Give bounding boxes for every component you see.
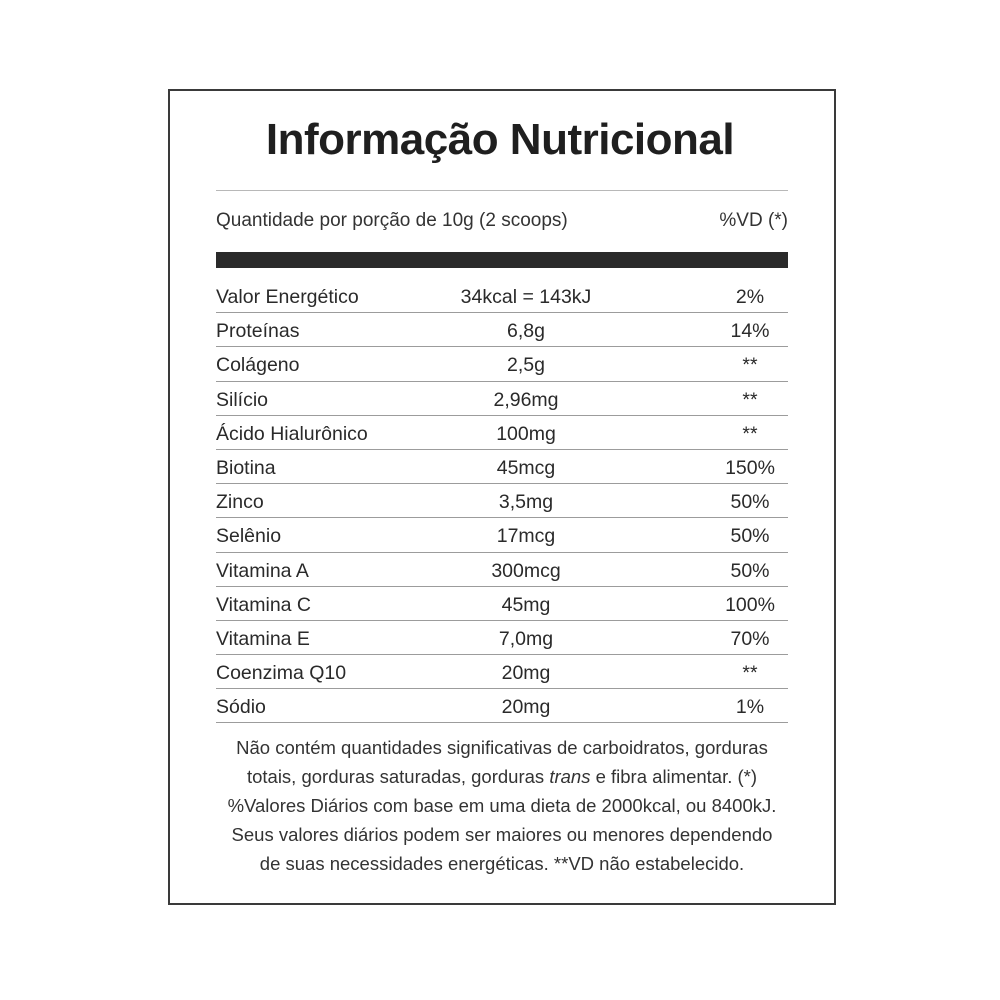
nutrient-vd: ** xyxy=(742,422,758,445)
footnote-trans-italic: trans xyxy=(549,766,591,787)
nutrient-vd: 1% xyxy=(735,696,765,719)
title-divider xyxy=(216,190,788,191)
footnote-line-1: Não contém quantidades significativas de carboidratos, gorduras xyxy=(236,737,768,758)
nutrient-vd: 50% xyxy=(730,559,770,582)
nutrient-row xyxy=(216,587,788,621)
nutrient-vd: 2% xyxy=(735,286,765,308)
nutrient-vd: ** xyxy=(742,388,758,411)
nutrient-row xyxy=(216,313,788,347)
nutrient-row xyxy=(216,518,788,552)
nutrient-row xyxy=(216,347,788,381)
nutrient-vd: 50% xyxy=(730,525,770,548)
footnote-line-2 xyxy=(200,762,804,791)
nutrient-name: Valor Energético xyxy=(216,286,359,308)
serving-size: Quantidade por porção de 10g (2 scoops) xyxy=(216,210,568,231)
nutrient-vd: ** xyxy=(742,662,758,685)
nutrient-name: Proteínas xyxy=(216,320,300,343)
nutrient-name: Sódio xyxy=(216,696,266,719)
nutrient-vd: 14% xyxy=(730,320,770,343)
nutrient-table xyxy=(216,279,788,723)
nutrient-amount: 100mg xyxy=(496,422,556,445)
nutrient-amount: 45mcg xyxy=(496,456,556,479)
nutrient-name: Vitamina E xyxy=(216,627,310,650)
nutrient-vd: ** xyxy=(742,354,758,377)
footnote-line-2-start: totais, gorduras saturadas, gorduras xyxy=(246,766,550,787)
nutrient-name: Zinco xyxy=(216,491,264,514)
nutrient-amount: 2,5g xyxy=(507,354,545,377)
nutrient-row xyxy=(216,655,788,689)
nutrient-amount: 3,5mg xyxy=(498,491,554,514)
nutrient-amount: 2,96mg xyxy=(493,388,559,411)
nutrient-row xyxy=(216,416,788,450)
nutrient-name: Colágeno xyxy=(216,354,300,377)
nutrient-name: Silício xyxy=(216,388,269,411)
nutrient-row xyxy=(216,382,788,416)
nutrient-amount: 20mg xyxy=(501,696,551,719)
nutrient-amount: 45mg xyxy=(501,593,551,616)
nutrient-name: Vitamina C xyxy=(216,593,312,616)
nutrient-vd: 100% xyxy=(725,593,775,616)
footnote-line-2-end: e fibra alimentar. (*) xyxy=(590,766,758,787)
nutrient-row xyxy=(216,553,788,587)
footnote-line-4: Seus valores diários podem ser maiores ou menores dependendo xyxy=(231,824,773,845)
nutrient-row xyxy=(216,450,788,484)
nutrient-vd: 150% xyxy=(725,456,775,479)
nutrient-vd: 50% xyxy=(730,491,770,514)
nutrient-amount: 34kcal = 143kJ xyxy=(460,286,592,308)
nutrient-amount: 20mg xyxy=(501,662,551,685)
label-title: Informação Nutricional xyxy=(265,115,735,164)
nutrient-name: Ácido Hialurônico xyxy=(216,422,368,445)
nutrient-name: Vitamina A xyxy=(216,559,309,582)
nutrient-amount: 7,0mg xyxy=(498,627,554,650)
footnote-line-5: de suas necessidades energéticas. **VD não estabelecido. xyxy=(259,853,745,874)
nutrient-amount: 17mcg xyxy=(496,525,556,548)
nutrient-name: Biotina xyxy=(216,456,276,479)
nutrient-name: Coenzima Q10 xyxy=(216,662,347,685)
nutrient-name: Selênio xyxy=(216,525,282,548)
footnote xyxy=(200,733,804,878)
vd-column-header: %VD (*) xyxy=(719,210,788,231)
nutrient-amount: 300mcg xyxy=(491,559,561,582)
nutrient-row xyxy=(216,689,788,723)
nutrient-row xyxy=(216,279,788,313)
nutrient-row xyxy=(216,621,788,655)
nutrient-vd: 70% xyxy=(730,627,770,650)
nutrient-amount: 6,8g xyxy=(507,320,545,343)
nutrient-row xyxy=(216,484,788,518)
footnote-line-3: %Valores Diários com base em uma dieta de 2000kcal, ou 8400kJ. xyxy=(227,795,777,816)
header-thick-divider xyxy=(216,252,788,268)
